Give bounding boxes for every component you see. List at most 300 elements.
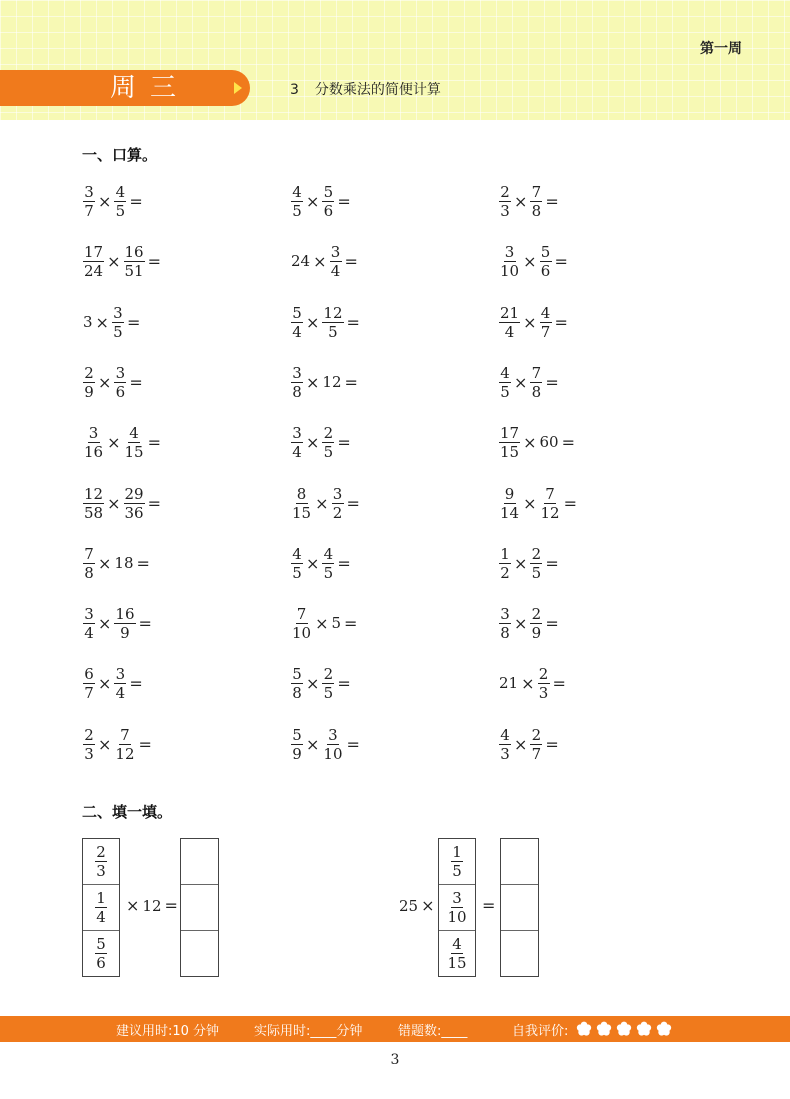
- numerator: 9: [504, 484, 515, 503]
- numerator: 3: [500, 604, 510, 623]
- fraction-column-right: [438, 838, 476, 977]
- denominator: 12: [115, 744, 135, 763]
- equals-sign: =: [346, 734, 360, 754]
- times-sign: ×: [98, 613, 112, 633]
- oral-expression: [290, 181, 353, 221]
- equals-sign: =: [344, 251, 358, 271]
- equals-sign: =: [561, 432, 575, 452]
- numerator: 17: [500, 423, 520, 442]
- fraction: [322, 425, 334, 460]
- numerator: 3: [84, 182, 94, 201]
- times-sign: ×: [98, 372, 112, 392]
- fraction: [114, 606, 135, 641]
- answer-cell[interactable]: [181, 839, 218, 885]
- numerator: 1: [96, 889, 106, 907]
- equals-sign: =: [337, 553, 351, 573]
- times-sign: ×: [514, 372, 528, 392]
- flower-icon[interactable]: [636, 1021, 652, 1037]
- denominator: 5: [115, 201, 126, 220]
- equals-sign: =: [552, 673, 566, 693]
- fraction: [124, 244, 145, 279]
- denominator: 4: [115, 683, 126, 702]
- fraction: [330, 244, 342, 279]
- equals-sign: =: [563, 493, 577, 513]
- denominator: 4: [292, 322, 302, 341]
- fraction: [291, 425, 303, 460]
- numerator: 3: [115, 664, 126, 683]
- denominator: 10: [323, 744, 343, 763]
- denominator: 5: [500, 382, 510, 401]
- numerator: 3: [113, 303, 123, 322]
- denominator: 3: [500, 201, 510, 220]
- numerator: 5: [292, 664, 302, 683]
- numerator: 5: [292, 725, 302, 744]
- equals-sign: =: [545, 191, 559, 211]
- fraction: [114, 666, 126, 701]
- equals-sign: =: [138, 734, 152, 754]
- numerator: 17: [84, 242, 104, 261]
- equals-sign: =: [554, 251, 568, 271]
- denominator: 6: [96, 954, 106, 972]
- fraction: [114, 365, 126, 400]
- numerator: 7: [120, 725, 130, 744]
- equals-sign: =: [344, 613, 358, 633]
- lesson-heading: [290, 79, 441, 99]
- fraction: [540, 486, 561, 521]
- numerator: 1: [500, 544, 510, 563]
- fraction: [499, 365, 511, 400]
- multiplier: 25: [399, 896, 419, 915]
- integer: 24: [291, 252, 311, 270]
- times-sign: ×: [514, 734, 528, 754]
- fraction: [499, 486, 520, 521]
- equals-sign: =: [138, 613, 152, 633]
- numerator: 2: [538, 664, 549, 683]
- error-count: 错题数:____: [398, 1024, 468, 1039]
- denominator: 5: [323, 683, 334, 702]
- numerator: 2: [323, 664, 334, 683]
- oral-expression: [290, 724, 362, 764]
- fraction: [499, 244, 520, 279]
- fraction: [83, 727, 95, 762]
- denominator: 8: [292, 382, 302, 401]
- denominator: 7: [531, 744, 542, 763]
- fraction-cell: [439, 885, 475, 931]
- fraction: [322, 727, 343, 762]
- answer-cell[interactable]: [501, 885, 538, 931]
- flower-icon[interactable]: [596, 1021, 612, 1037]
- times-sign: ×: [306, 191, 320, 211]
- fraction: [83, 244, 104, 279]
- fraction: [95, 844, 107, 879]
- equals-sign: =: [147, 432, 161, 452]
- denominator: 6: [115, 382, 126, 401]
- denominator: 2: [332, 503, 343, 522]
- numerator: 4: [292, 544, 302, 563]
- numerator: 7: [531, 363, 542, 382]
- denominator: 7: [540, 322, 551, 341]
- fill-right-operator: [480, 896, 497, 915]
- times-sign: ×: [306, 734, 320, 754]
- oral-expression: [498, 422, 577, 462]
- oral-expression: [290, 362, 360, 402]
- fraction: [322, 666, 334, 701]
- denominator: 5: [323, 442, 334, 461]
- times-sign: ×: [107, 251, 121, 271]
- flower-icon[interactable]: [576, 1021, 592, 1037]
- fraction-cell: [83, 931, 119, 976]
- numerator: 1: [452, 843, 462, 861]
- oral-expression: [82, 543, 152, 583]
- fraction: [332, 486, 344, 521]
- lesson-number: 3: [290, 82, 299, 98]
- numerator: 2: [96, 843, 106, 861]
- times-sign: ×: [315, 493, 329, 513]
- denominator: 8: [500, 623, 510, 642]
- denominator: 10: [500, 261, 520, 280]
- equals-sign: =: [346, 493, 360, 513]
- self-evaluation-label: 自我评价:: [512, 1024, 569, 1039]
- integer: 60: [539, 433, 559, 451]
- denominator: 10: [292, 623, 312, 642]
- fraction: [499, 606, 511, 641]
- denominator: 24: [84, 261, 104, 280]
- numerator: 4: [500, 363, 510, 382]
- times-sign: ×: [514, 553, 528, 573]
- fraction: [291, 365, 303, 400]
- oral-expression: [82, 181, 145, 221]
- denominator: 3: [96, 862, 106, 880]
- denominator: 3: [500, 744, 510, 763]
- integer: 5: [331, 614, 342, 632]
- times-sign: ×: [514, 191, 528, 211]
- equals-sign: =: [344, 372, 358, 392]
- denominator: 8: [292, 683, 302, 702]
- equals-sign: =: [136, 553, 150, 573]
- numerator: 3: [504, 242, 515, 261]
- times-sign: ×: [107, 493, 121, 513]
- fraction: [83, 486, 104, 521]
- denominator: 51: [124, 261, 144, 280]
- oral-expression: [82, 724, 154, 764]
- oral-expression: [82, 422, 163, 462]
- numerator: 3: [115, 363, 126, 382]
- fraction: [446, 936, 467, 971]
- numerator: 3: [292, 423, 302, 442]
- integer: 3: [83, 313, 93, 331]
- fraction: [540, 244, 552, 279]
- flower-icon[interactable]: [616, 1021, 632, 1037]
- times-sign: ×: [306, 432, 320, 452]
- page-number: 3: [390, 1052, 400, 1068]
- times-sign: ×: [306, 553, 320, 573]
- oral-expression: [290, 422, 353, 462]
- times-sign: ×: [421, 896, 435, 915]
- denominator: 9: [84, 382, 94, 401]
- fraction: [530, 184, 542, 219]
- fraction-column-left: [82, 838, 120, 977]
- oral-expression: [498, 241, 570, 281]
- denominator: 5: [292, 563, 302, 582]
- fraction: [499, 305, 520, 340]
- integer: 12: [322, 373, 342, 391]
- fraction-cell: [439, 931, 475, 976]
- numerator: 3: [88, 423, 99, 442]
- answer-cell[interactable]: [181, 931, 218, 976]
- fraction: [530, 365, 542, 400]
- oral-expression: [290, 241, 360, 281]
- numerator: 2: [323, 423, 334, 442]
- fraction: [291, 486, 312, 521]
- times-sign: ×: [98, 553, 112, 573]
- fraction: [112, 305, 124, 340]
- oral-expression: [290, 483, 362, 523]
- denominator: 9: [120, 623, 130, 642]
- denominator: 15: [124, 442, 144, 461]
- denominator: 4: [504, 322, 515, 341]
- day-label: 周三: [110, 73, 191, 103]
- times-sign: ×: [521, 673, 535, 693]
- numerator: 7: [545, 484, 555, 503]
- times-sign: ×: [107, 432, 121, 452]
- fraction: [322, 184, 334, 219]
- numerator: 3: [330, 242, 341, 261]
- equals-sign: =: [482, 896, 496, 915]
- denominator: 5: [531, 563, 542, 582]
- denominator: 4: [292, 442, 302, 461]
- flower-icon[interactable]: [656, 1021, 672, 1037]
- denominator: 6: [323, 201, 334, 220]
- numerator: 21: [500, 303, 520, 322]
- numerator: 16: [124, 242, 144, 261]
- denominator: 9: [531, 623, 542, 642]
- fraction: [83, 666, 95, 701]
- equals-sign: =: [554, 312, 568, 332]
- fraction: [451, 844, 463, 879]
- numerator: 2: [531, 725, 542, 744]
- oral-expression: [82, 362, 145, 402]
- fraction: [322, 305, 343, 340]
- denominator: 4: [84, 623, 94, 642]
- equals-sign: =: [337, 673, 351, 693]
- fraction-cell: [83, 885, 119, 931]
- equals-sign: =: [545, 553, 559, 573]
- equals-sign: =: [147, 251, 161, 271]
- equals-sign: =: [545, 613, 559, 633]
- equals-sign: =: [129, 673, 143, 693]
- denominator: 58: [84, 503, 104, 522]
- numerator: 3: [452, 889, 462, 907]
- denominator: 3: [84, 744, 94, 763]
- fraction: [538, 666, 550, 701]
- times-sign: ×: [306, 673, 320, 693]
- equals-sign: =: [129, 372, 143, 392]
- week-label: 第一周: [700, 41, 742, 57]
- times-sign: ×: [523, 432, 537, 452]
- numerator: 5: [540, 242, 551, 261]
- actual-time: 实际用时:____分钟: [254, 1024, 363, 1039]
- numerator: 3: [292, 363, 302, 382]
- fraction: [83, 425, 104, 460]
- fraction: [291, 546, 303, 581]
- fraction: [540, 305, 552, 340]
- suggested-time: 建议用时:10 分钟: [116, 1024, 220, 1039]
- equals-sign: =: [129, 191, 143, 211]
- fraction: [530, 727, 542, 762]
- denominator: 3: [538, 683, 549, 702]
- oral-expression: [290, 543, 353, 583]
- denominator: 6: [540, 261, 551, 280]
- fraction: [114, 727, 135, 762]
- triangle-arrow-icon: [234, 82, 242, 94]
- fraction: [530, 546, 542, 581]
- denominator: 7: [84, 201, 94, 220]
- times-sign: ×: [523, 251, 537, 271]
- header-band: [0, 0, 790, 120]
- fraction: [83, 184, 95, 219]
- times-sign: ×: [98, 673, 112, 693]
- answer-cell[interactable]: [501, 839, 538, 885]
- numerator: 2: [84, 363, 94, 382]
- times-sign: ×: [98, 191, 112, 211]
- numerator: 3: [84, 604, 94, 623]
- section-title-oral: 一、口算。: [82, 146, 158, 164]
- oral-expression: [498, 483, 579, 523]
- numerator: 3: [328, 725, 338, 744]
- numerator: 4: [540, 303, 551, 322]
- denominator: 36: [124, 503, 144, 522]
- fraction: [83, 546, 95, 581]
- numerator: 3: [332, 484, 343, 503]
- denominator: 8: [531, 201, 542, 220]
- fraction: [95, 890, 107, 925]
- equals-sign: =: [147, 493, 161, 513]
- numerator: 4: [115, 182, 126, 201]
- numerator: 8: [296, 484, 307, 503]
- denominator: 16: [84, 442, 104, 461]
- denominator: 2: [500, 563, 510, 582]
- answer-cell[interactable]: [181, 885, 218, 931]
- answer-column-left: [180, 838, 219, 977]
- denominator: 5: [452, 862, 462, 880]
- fraction: [291, 727, 303, 762]
- times-sign: ×: [126, 896, 140, 915]
- numerator: 2: [531, 544, 542, 563]
- fraction: [499, 425, 520, 460]
- fraction: [291, 666, 303, 701]
- equals-sign: =: [337, 432, 351, 452]
- times-sign: ×: [306, 372, 320, 392]
- oral-expression: [82, 483, 163, 523]
- fraction: [499, 727, 511, 762]
- equals-sign: =: [337, 191, 351, 211]
- fraction-cell: [439, 839, 475, 885]
- equals-sign: =: [126, 312, 141, 332]
- oral-expression: [290, 663, 353, 703]
- numerator: 4: [452, 935, 462, 953]
- numerator: 5: [323, 182, 334, 201]
- fraction: [446, 890, 467, 925]
- section-title-fill: 二、填一填。: [82, 803, 173, 821]
- times-sign: ×: [514, 613, 528, 633]
- integer: 18: [114, 554, 134, 572]
- numerator: 12: [84, 484, 104, 503]
- numerator: 7: [84, 544, 94, 563]
- fraction: [530, 606, 542, 641]
- oral-expression: [498, 724, 561, 764]
- denominator: 15: [292, 503, 312, 522]
- denominator: 5: [328, 322, 338, 341]
- fraction: [114, 184, 126, 219]
- numerator: 2: [531, 604, 542, 623]
- denominator: 14: [500, 503, 520, 522]
- lesson-title: 分数乘法的简便计算: [314, 82, 441, 98]
- oral-expression: [290, 302, 362, 342]
- numerator: 4: [323, 544, 334, 563]
- times-sign: ×: [523, 493, 537, 513]
- numerator: 5: [292, 303, 302, 322]
- fill-right-multiplier: [398, 896, 437, 915]
- numerator: 12: [323, 303, 343, 322]
- fraction: [95, 936, 107, 971]
- fraction: [291, 606, 312, 641]
- times-sign: ×: [95, 312, 109, 332]
- oral-expression: [82, 603, 154, 643]
- times-sign: ×: [313, 251, 327, 271]
- answer-cell[interactable]: [501, 931, 538, 976]
- multiplier: 12: [142, 896, 162, 915]
- oral-expression: [498, 181, 561, 221]
- denominator: 7: [84, 683, 94, 702]
- numerator: 16: [115, 604, 135, 623]
- answer-column-right: [500, 838, 539, 977]
- fraction: [291, 305, 303, 340]
- fraction: [322, 546, 334, 581]
- fraction: [83, 606, 95, 641]
- denominator: 5: [323, 563, 334, 582]
- denominator: 8: [84, 563, 94, 582]
- denominator: 5: [113, 322, 123, 341]
- fraction: [499, 546, 511, 581]
- equals-sign: =: [545, 734, 559, 754]
- fraction: [291, 184, 303, 219]
- numerator: 5: [96, 935, 106, 953]
- numerator: 4: [292, 182, 302, 201]
- fill-left-operator: [124, 896, 180, 915]
- oral-expression: [498, 362, 561, 402]
- numerator: 4: [500, 725, 510, 744]
- denominator: 10: [447, 908, 467, 926]
- numerator: 29: [124, 484, 144, 503]
- times-sign: ×: [98, 734, 112, 754]
- denominator: 12: [540, 503, 560, 522]
- oral-expression: [498, 603, 561, 643]
- numerator: 4: [129, 423, 139, 442]
- denominator: 9: [292, 744, 302, 763]
- oral-expression: [82, 302, 142, 342]
- equals-sign: =: [164, 896, 178, 915]
- integer: 21: [499, 674, 519, 692]
- denominator: 4: [330, 261, 341, 280]
- numerator: 7: [531, 182, 542, 201]
- fraction: [124, 425, 145, 460]
- denominator: 15: [447, 954, 467, 972]
- denominator: 4: [96, 908, 106, 926]
- numerator: 6: [84, 664, 94, 683]
- oral-expression: [498, 302, 570, 342]
- fraction: [124, 486, 145, 521]
- denominator: 5: [292, 201, 302, 220]
